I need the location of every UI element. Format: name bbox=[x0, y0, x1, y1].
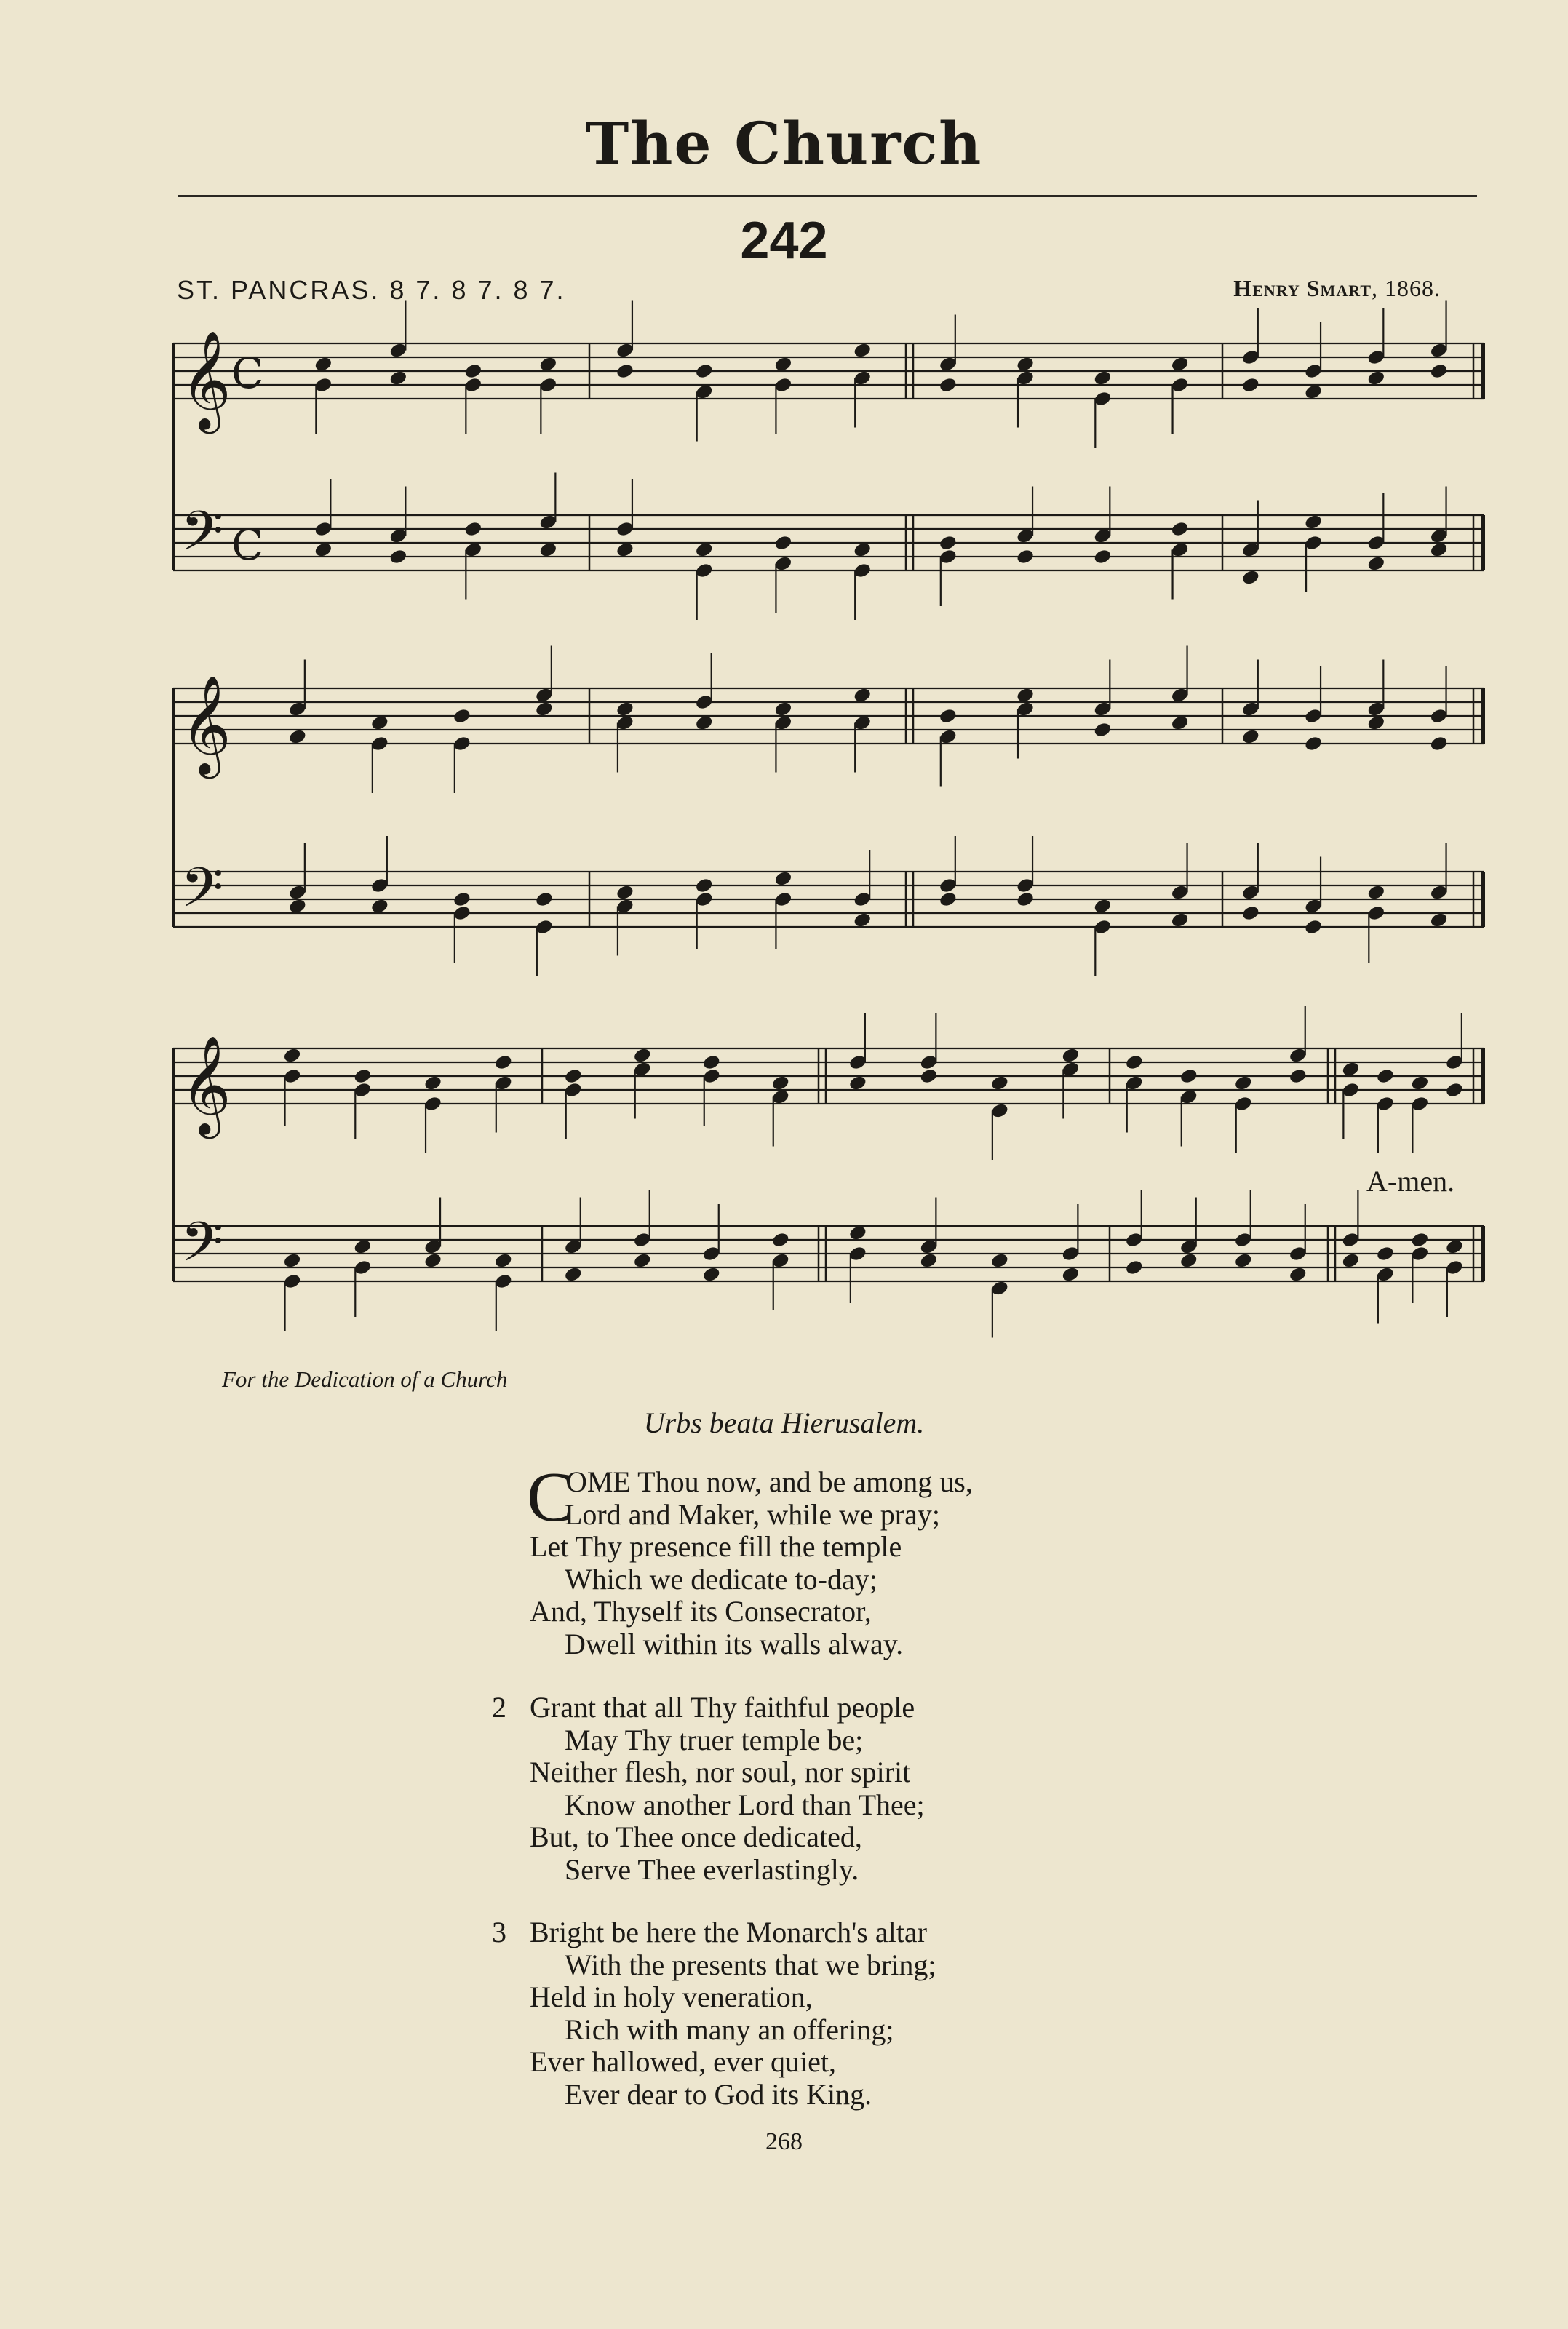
stanza-1 bbox=[527, 1458, 973, 1660]
note-head-icon bbox=[773, 870, 793, 888]
note-head-icon bbox=[1366, 370, 1386, 387]
composer-year: , 1868. bbox=[1372, 275, 1441, 301]
note-head-icon bbox=[1179, 1252, 1198, 1270]
note-head-icon bbox=[1410, 1231, 1430, 1249]
stanza-line: Held in holy veneration, bbox=[530, 1980, 813, 2013]
note-head-icon bbox=[773, 701, 793, 718]
note-head-icon bbox=[1429, 362, 1449, 380]
bass-clef-icon: 𝄢 bbox=[180, 1210, 224, 1288]
note-head-icon bbox=[1016, 356, 1035, 373]
section-title: The Church bbox=[585, 109, 983, 178]
stanza-line: May Thy truer temple be; bbox=[565, 1723, 864, 1756]
note-head-icon bbox=[1429, 541, 1449, 559]
note-head-icon bbox=[694, 877, 714, 894]
note-head-icon bbox=[1233, 1075, 1253, 1092]
note-head-icon bbox=[1170, 356, 1190, 373]
stanza-line: And, Thyself its Consecrator, bbox=[530, 1595, 872, 1628]
note-head-icon bbox=[1366, 714, 1386, 732]
note-head-icon bbox=[701, 1054, 721, 1071]
note-head-icon bbox=[1170, 520, 1190, 538]
note-head-icon bbox=[538, 356, 558, 373]
stanza-line: Grant that all Thy faithful people bbox=[530, 1691, 915, 1724]
stanza-line: Ever hallowed, ever quiet, bbox=[530, 2045, 836, 2078]
note-head-icon bbox=[853, 687, 872, 704]
note-head-icon bbox=[990, 1075, 1010, 1092]
note-head-icon bbox=[1093, 370, 1113, 387]
stanza-line: Know another Lord than Thee; bbox=[565, 1788, 925, 1821]
hymn-number: 242 bbox=[740, 212, 828, 270]
stanza-number: 3 bbox=[492, 1916, 506, 1948]
note-head-icon bbox=[938, 891, 958, 908]
note-head-icon bbox=[1016, 548, 1035, 565]
note-head-icon bbox=[919, 1067, 939, 1085]
stanza-3 bbox=[492, 1916, 936, 2111]
note-head-icon bbox=[1124, 1259, 1144, 1276]
note-head-icon bbox=[353, 1067, 373, 1085]
note-head-icon bbox=[919, 1252, 939, 1270]
note-head-icon bbox=[632, 1252, 652, 1270]
note-head-icon bbox=[1170, 714, 1190, 732]
note-head-icon bbox=[938, 707, 958, 725]
note-head-icon bbox=[463, 362, 483, 380]
note-head-icon bbox=[1093, 721, 1113, 738]
note-head-icon bbox=[463, 520, 483, 538]
note-head-icon bbox=[534, 891, 554, 908]
stanza-line: Let Thy presence fill the temple bbox=[530, 1530, 902, 1563]
note-head-icon bbox=[353, 1238, 373, 1256]
note-head-icon bbox=[1179, 1067, 1198, 1085]
note-head-icon bbox=[282, 1047, 302, 1064]
note-head-icon bbox=[389, 370, 408, 387]
stanza-line: With the presents that we bring; bbox=[565, 1948, 936, 1981]
note-head-icon bbox=[853, 541, 872, 559]
stanza-line: Which we dedicate to-day; bbox=[565, 1562, 877, 1596]
stanza-2 bbox=[492, 1691, 925, 1886]
note-head-icon bbox=[1241, 904, 1260, 922]
note-head-icon bbox=[701, 1266, 721, 1283]
stanza-line: Bright be here the Monarch's altar bbox=[530, 1916, 927, 1948]
note-head-icon bbox=[990, 1252, 1010, 1270]
stanza-line: Ever dear to God its King. bbox=[565, 2077, 872, 2111]
treble-clef-icon: 𝄞 bbox=[180, 329, 231, 429]
note-head-icon bbox=[1170, 912, 1190, 929]
note-head-icon bbox=[282, 1252, 302, 1270]
note-head-icon bbox=[493, 1054, 513, 1071]
note-head-icon bbox=[848, 1075, 868, 1092]
note-head-icon bbox=[1233, 1252, 1253, 1270]
note-head-icon bbox=[1124, 1054, 1144, 1071]
note-head-icon bbox=[694, 541, 714, 559]
note-head-icon bbox=[1241, 569, 1260, 586]
note-head-icon bbox=[1429, 912, 1449, 929]
note-head-icon bbox=[534, 701, 554, 718]
amen-label: A-men. bbox=[1366, 1165, 1455, 1198]
note-head-icon bbox=[452, 891, 471, 908]
latin-title: Urbs beata Hierusalem. bbox=[643, 1406, 925, 1439]
note-head-icon bbox=[1366, 884, 1386, 901]
stanza-number: 2 bbox=[492, 1691, 506, 1724]
note-head-icon bbox=[370, 898, 389, 915]
stanza-line: Neither flesh, nor soul, nor spirit bbox=[530, 1756, 911, 1788]
note-head-icon bbox=[1304, 918, 1324, 936]
note-head-icon bbox=[1445, 1081, 1465, 1099]
note-head-icon bbox=[1366, 555, 1386, 573]
note-head-icon bbox=[287, 728, 307, 746]
note-head-icon bbox=[1288, 1266, 1308, 1283]
note-head-icon bbox=[287, 898, 307, 915]
note-head-icon bbox=[1241, 376, 1260, 394]
note-head-icon bbox=[1376, 1245, 1396, 1262]
note-head-icon bbox=[493, 1252, 513, 1270]
bass-clef-icon: 𝄢 bbox=[180, 499, 224, 577]
note-head-icon bbox=[389, 548, 408, 565]
note-head-icon bbox=[314, 356, 333, 373]
note-head-icon bbox=[616, 362, 635, 380]
time-signature-icon: C bbox=[231, 520, 264, 570]
note-head-icon bbox=[1341, 1061, 1361, 1078]
note-head-icon bbox=[1061, 1047, 1081, 1064]
note-head-icon bbox=[1093, 548, 1113, 565]
note-head-icon bbox=[771, 1231, 790, 1249]
note-head-icon bbox=[616, 884, 635, 901]
treble-clef-icon: 𝄞 bbox=[180, 1034, 231, 1134]
note-head-icon bbox=[694, 362, 714, 380]
treble-clef-icon: 𝄞 bbox=[180, 674, 231, 774]
note-head-icon bbox=[1061, 1266, 1081, 1283]
note-head-icon bbox=[694, 714, 714, 732]
note-head-icon bbox=[1376, 1067, 1396, 1085]
page-number: 268 bbox=[765, 2128, 803, 2155]
note-head-icon bbox=[616, 701, 635, 718]
note-head-icon bbox=[632, 1047, 652, 1064]
note-head-icon bbox=[1304, 514, 1324, 531]
note-head-icon bbox=[563, 1067, 583, 1085]
drop-cap: C bbox=[527, 1458, 575, 1537]
note-head-icon bbox=[1288, 1067, 1308, 1085]
note-head-icon bbox=[853, 912, 872, 929]
note-head-icon bbox=[1093, 898, 1113, 915]
note-head-icon bbox=[616, 541, 635, 559]
note-head-icon bbox=[1410, 1075, 1430, 1092]
note-head-icon bbox=[563, 1266, 583, 1283]
note-head-icon bbox=[853, 342, 872, 359]
stanza-line: But, to Thee once dedicated, bbox=[530, 1820, 862, 1853]
note-head-icon bbox=[1304, 383, 1324, 401]
note-head-icon bbox=[423, 1252, 443, 1270]
note-head-icon bbox=[773, 356, 793, 373]
stanza-line: Lord and Maker, while we pray; bbox=[565, 1497, 940, 1531]
bass-clef-icon: 𝄢 bbox=[180, 856, 224, 933]
note-head-icon bbox=[314, 541, 333, 559]
occasion-note: For the Dedication of a Church bbox=[222, 1366, 508, 1392]
note-head-icon bbox=[773, 534, 793, 552]
note-head-icon bbox=[1016, 891, 1035, 908]
note-head-icon bbox=[848, 1225, 868, 1242]
note-head-icon bbox=[938, 534, 958, 552]
note-head-icon bbox=[1429, 735, 1449, 752]
stanza-line: OME Thou now, and be among us, bbox=[566, 1465, 973, 1498]
stanza-line: Dwell within its walls alway. bbox=[565, 1627, 904, 1660]
composer-name: Henry Smart bbox=[1233, 275, 1372, 301]
time-signature-icon: C bbox=[231, 349, 264, 398]
note-head-icon bbox=[938, 376, 958, 394]
tune-name: ST. PANCRAS. 8 7. 8 7. 8 7. bbox=[177, 275, 566, 305]
stanza-line: Serve Thee everlastingly. bbox=[565, 1852, 859, 1886]
note-head-icon bbox=[1016, 687, 1035, 704]
note-head-icon bbox=[1304, 735, 1324, 752]
note-head-icon bbox=[1445, 1238, 1465, 1256]
note-head-icon bbox=[1341, 1252, 1361, 1270]
note-head-icon bbox=[423, 1075, 443, 1092]
note-head-icon bbox=[1241, 728, 1260, 746]
note-head-icon bbox=[538, 541, 558, 559]
stanza-line: Rich with many an offering; bbox=[565, 2013, 894, 2046]
note-head-icon bbox=[452, 707, 471, 725]
note-head-icon bbox=[771, 1075, 790, 1092]
note-head-icon bbox=[370, 714, 389, 732]
